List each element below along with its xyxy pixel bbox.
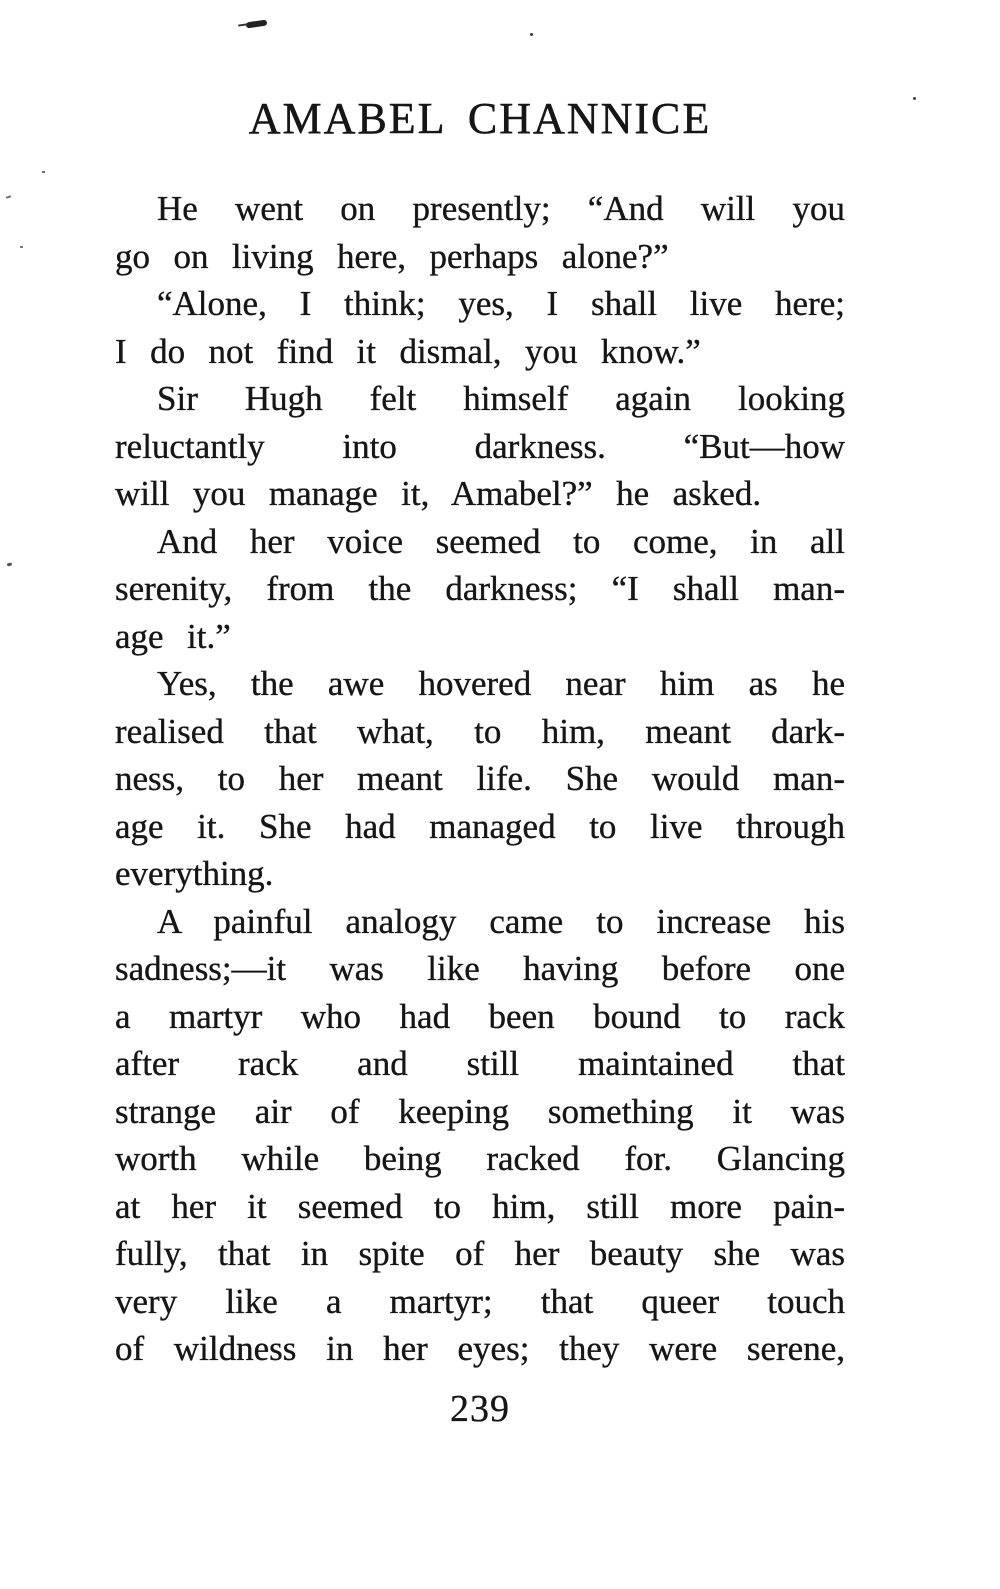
paragraph [115,518,845,661]
text-line: will you manage it, Amabel?” he asked. [115,474,762,513]
text-line: And her voice seemed to come, in all [157,521,845,561]
text-line: worth while being racked for. Glancing [115,1139,845,1178]
body-text [115,185,845,1373]
text-line: sadness;—it was like having before one [115,949,845,988]
text-line: strange air of keeping something it was [115,1091,845,1131]
scan-artifact-dot [42,171,45,173]
paragraph [115,898,845,1373]
text-line: Sir Hugh felt himself again looking [157,379,845,418]
scan-artifact-dot [7,562,13,566]
text-line: age it.” [115,616,231,656]
text-line: “Alone, I think; yes, I shall live here; [157,284,845,323]
page-number: 239 [450,1387,510,1430]
page-content [115,0,845,1429]
text-line: ness, to her meant life. She would man- [115,759,845,798]
paragraph [115,660,845,898]
paragraph [115,375,845,518]
text-line: everything. [115,854,274,893]
text-line: age it. She had managed to live through [115,806,845,846]
text-line: after rack and still maintained that [115,1044,845,1083]
text-line: A painful analogy came to increase his [157,901,845,941]
text-line: go on living here, perhaps alone?” [115,236,669,276]
text-line: He went on presently; “And will you [157,189,845,228]
paragraph [115,280,845,375]
text-line: at her it seemed to him, still more pain- [115,1186,845,1226]
scan-artifact-dot [913,97,916,100]
text-line: very like a martyr; that queer touch [115,1281,845,1321]
running-header-title: AMABEL CHANNICE [248,94,712,143]
text-line: reluctantly into darkness. “But—how [115,426,845,466]
scan-artifact-dot [20,246,23,248]
paragraph [115,185,845,280]
text-line: a martyr who had been bound to rack [115,996,845,1036]
text-line: fully, that in spite of her beauty she was [115,1234,845,1273]
text-line: serenity, from the darkness; “I shall man- [115,569,845,608]
text-line: Yes, the awe hovered near him as he [157,664,845,703]
text-line: of wildness in her eyes; they were serene, [115,1329,845,1368]
scan-artifact-tick [6,195,11,199]
text-line: realised that what, to him, meant dark- [115,711,845,751]
text-line: I do not find it dismal, you know.” [115,331,701,371]
